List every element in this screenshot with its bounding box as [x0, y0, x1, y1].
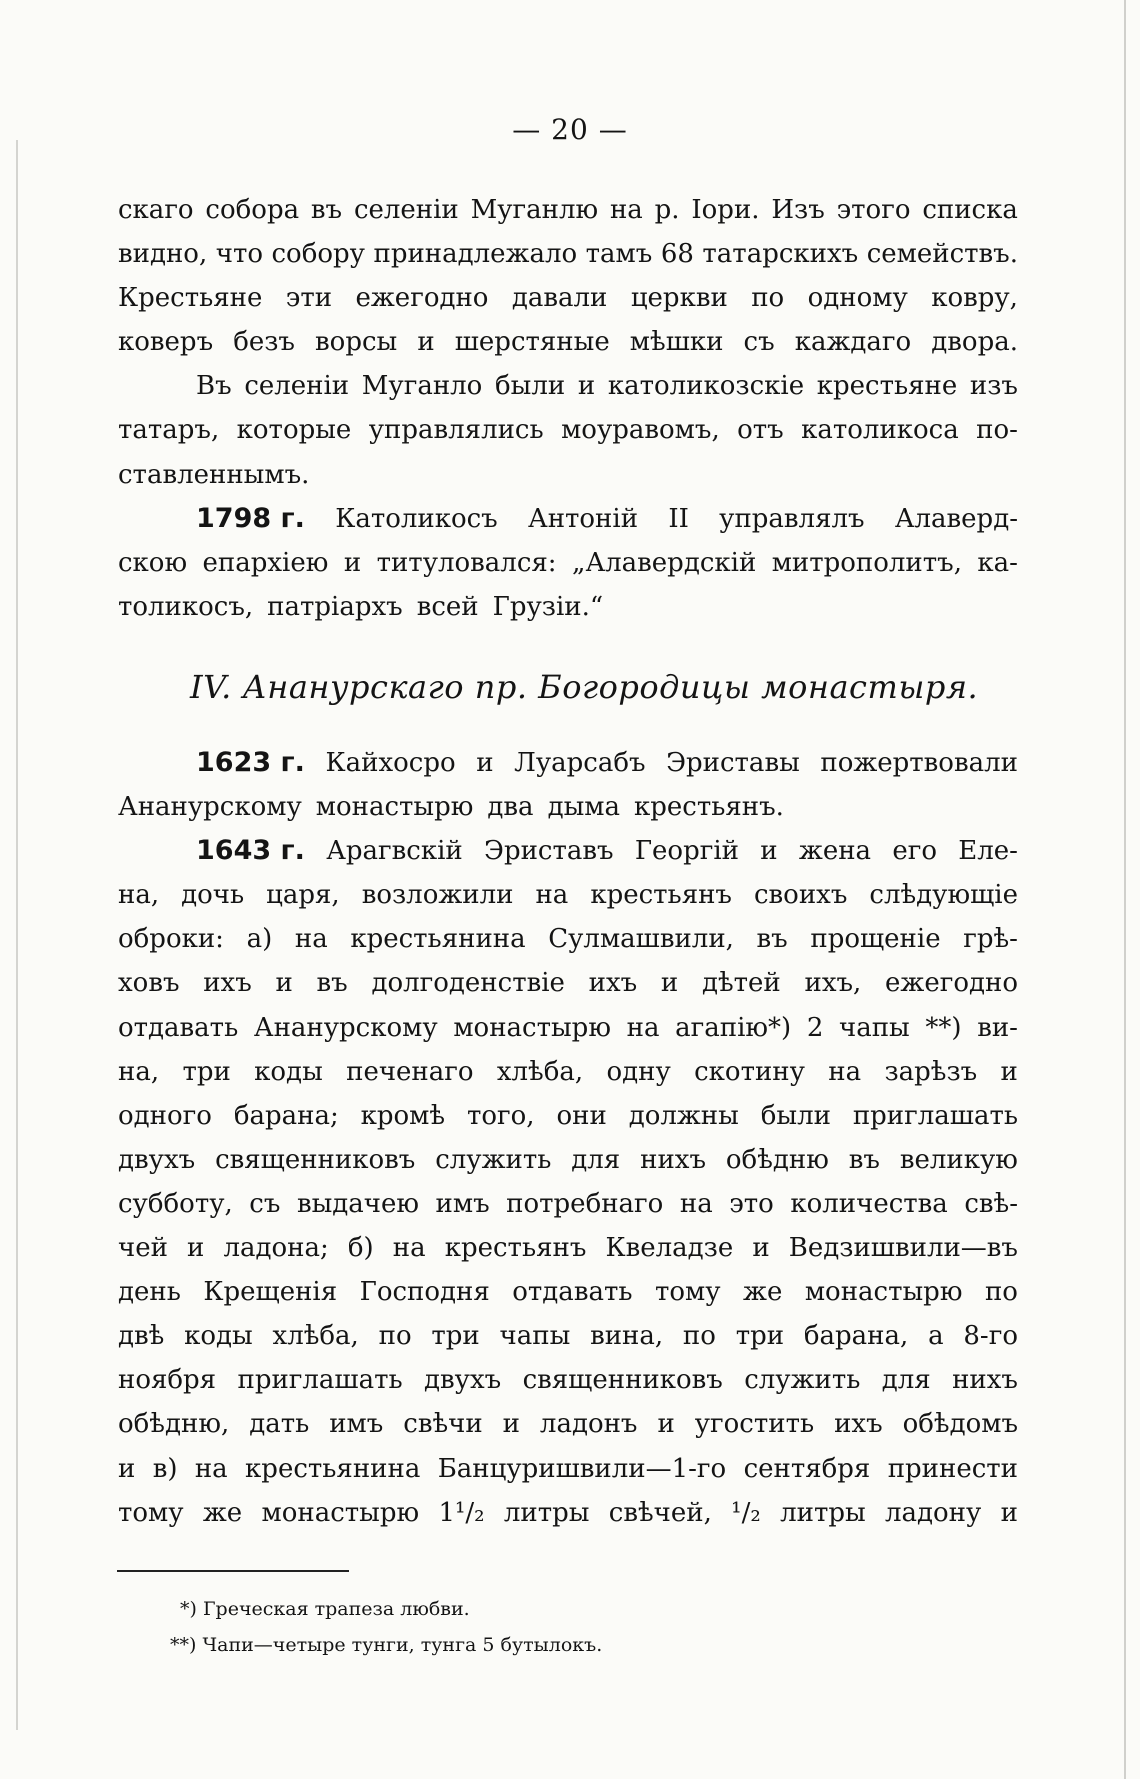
word: три: [431, 1321, 480, 1352]
word: по: [378, 1321, 412, 1352]
word: ковру,: [931, 283, 1018, 314]
word: патрiархъ: [267, 591, 403, 622]
text-line: [118, 453, 1018, 497]
word: же: [202, 1497, 243, 1528]
word: Арагвскiй: [326, 836, 463, 867]
word: въ: [316, 968, 348, 999]
word: великую: [899, 1144, 1018, 1175]
word: въ: [756, 924, 788, 955]
word: это: [729, 1188, 774, 1219]
word: чей: [118, 1233, 168, 1264]
word: Антонiй: [528, 503, 639, 534]
text-line: [118, 541, 1018, 585]
word: по: [751, 283, 785, 314]
word: ноября: [118, 1365, 217, 1396]
text-line: [118, 1402, 1018, 1446]
word: въ: [848, 1144, 880, 1175]
word: ставленнымъ.: [118, 459, 310, 490]
word: и: [660, 968, 679, 999]
word: Ананурскому: [253, 1012, 438, 1043]
word: агапiю*): [675, 1012, 792, 1043]
main-text-bottom: [118, 741, 1018, 1535]
word: ховъ: [118, 968, 180, 999]
word: на: [535, 880, 569, 911]
text-line: [118, 364, 1018, 408]
word: ладону: [884, 1497, 982, 1528]
word: имъ: [435, 1188, 490, 1219]
word: выдачею: [296, 1188, 419, 1219]
word: давали: [511, 283, 608, 314]
word: в): [152, 1453, 178, 1484]
word: ежегодно: [355, 283, 489, 314]
word: католикозскiе: [607, 371, 805, 402]
word: долгоденствiе: [371, 968, 565, 999]
word: монастырю: [315, 792, 474, 823]
word: по: [984, 1277, 1018, 1308]
word: татаръ,: [118, 415, 220, 446]
year-label: 1798 г.: [196, 502, 305, 534]
word: ворсы: [315, 327, 398, 358]
word: а): [246, 924, 273, 955]
word: каждаго: [794, 327, 912, 358]
section-heading: IV. Ананурскаго пр. Богородицы монастыря.: [190, 668, 979, 706]
text-line: [118, 1270, 1018, 1314]
word: Еле-: [958, 836, 1018, 867]
text-line: [118, 497, 1018, 541]
text-line: [118, 1050, 1018, 1094]
word: день: [118, 1277, 181, 1308]
word: были: [760, 1100, 831, 1131]
word: священниковъ: [215, 1144, 416, 1175]
word: Ананурскому: [118, 792, 302, 823]
word: по-: [976, 415, 1018, 446]
word: на: [294, 924, 328, 955]
word: собора: [205, 195, 300, 225]
text-line: [118, 1182, 1018, 1226]
word: слѣдующiе: [869, 880, 1018, 911]
word: и: [502, 1409, 520, 1440]
word: субботу,: [118, 1188, 233, 1219]
word: двора.: [931, 327, 1018, 358]
word: грѣ-: [963, 924, 1018, 955]
word: Эриставы: [666, 748, 800, 778]
word: печенаго: [346, 1056, 474, 1087]
text-line: [118, 408, 1018, 452]
word: ежегодно: [885, 968, 1018, 999]
word: должны: [628, 1100, 739, 1131]
word: безъ: [233, 327, 295, 358]
word: прощенiе: [810, 924, 941, 955]
word: нихъ: [640, 1144, 706, 1175]
word: отдавать: [118, 1012, 239, 1043]
word: что: [215, 239, 263, 270]
word: и: [275, 968, 293, 999]
word: толикосъ,: [118, 591, 254, 622]
word: коды: [254, 1056, 323, 1087]
word: крестьянъ.: [634, 792, 784, 823]
word: Муганлю: [470, 195, 599, 225]
year-label: 1643 г.: [196, 835, 305, 867]
word: епархiею: [202, 547, 329, 578]
word: чапы: [839, 1012, 910, 1043]
word: свѣчи: [403, 1409, 483, 1440]
word: шерстяные: [454, 327, 610, 358]
word: и: [760, 836, 778, 867]
word: б): [347, 1233, 374, 1264]
word: крестьянина: [350, 924, 526, 955]
word: Католикосъ: [335, 503, 498, 534]
word: двѣ: [118, 1321, 165, 1352]
scan-edge-left: [16, 140, 18, 1730]
word: **): [925, 1012, 962, 1043]
word: свѣ-: [964, 1188, 1018, 1219]
scan-edge-right: [1124, 0, 1126, 1779]
word: II: [668, 503, 689, 534]
word: потребнаго: [506, 1188, 664, 1219]
word: татарскихъ: [702, 239, 859, 270]
word: изъ: [969, 371, 1018, 402]
word: жена: [798, 836, 872, 867]
word: Алаверд-: [894, 503, 1018, 534]
word: священниковъ: [522, 1365, 723, 1396]
word: скаго: [118, 195, 194, 225]
word: принадлежало: [373, 239, 578, 270]
word: и: [577, 371, 596, 402]
word: Луарсабъ: [514, 748, 646, 778]
word: двухъ: [424, 1365, 502, 1396]
word: всей: [416, 591, 479, 622]
word: кромѣ: [360, 1100, 446, 1131]
text-line: [118, 1226, 1018, 1270]
word: эти: [285, 283, 333, 314]
word: имъ: [329, 1409, 384, 1440]
word: Iори.: [691, 195, 760, 225]
word: обѣдню: [725, 1144, 829, 1175]
word: 1¹/₂: [438, 1497, 485, 1528]
word: монастырю: [804, 1277, 963, 1308]
word: этого: [836, 195, 911, 225]
word: съ: [743, 327, 775, 358]
word: обѣдню,: [118, 1409, 230, 1440]
footnotes: [170, 1591, 603, 1663]
word: царя,: [266, 880, 340, 911]
word: управлялись: [368, 415, 544, 446]
word: и: [752, 1233, 770, 1264]
word: Ведзишвили—въ: [788, 1233, 1018, 1264]
word: зарѣзъ: [884, 1056, 978, 1087]
word: и: [417, 327, 435, 358]
word: селенiи: [244, 371, 350, 402]
word: его: [892, 836, 937, 867]
text-line: [118, 320, 1018, 364]
word: дыма: [547, 792, 620, 823]
text-line: [118, 1358, 1018, 1402]
word: хлѣба,: [496, 1056, 584, 1087]
word: крестьянъ: [590, 880, 732, 911]
text-line: [118, 1447, 1018, 1491]
word: списка: [922, 195, 1018, 225]
word: съ: [249, 1188, 281, 1219]
word: управлялъ: [719, 503, 865, 534]
word: ихъ: [203, 968, 252, 999]
word: возложили: [361, 880, 514, 911]
word: на,: [118, 1056, 160, 1087]
word: же: [743, 1277, 783, 1308]
word: отъ: [737, 415, 784, 446]
word: крестьянъ: [444, 1233, 587, 1264]
word: крестьянина: [245, 1453, 421, 1484]
word: количества: [790, 1188, 948, 1219]
word: вина,: [590, 1321, 664, 1352]
word: митрополитъ,: [771, 547, 962, 578]
word: ви-: [977, 1012, 1018, 1043]
word: на: [392, 1233, 426, 1264]
word: барана;: [233, 1100, 339, 1131]
word: того,: [466, 1100, 535, 1131]
word: два: [487, 792, 534, 823]
word: 68: [660, 239, 694, 270]
word: Крестьяне: [118, 283, 263, 314]
word: ихъ: [588, 968, 638, 999]
word: Господня: [359, 1277, 490, 1308]
word: монастырю: [453, 1012, 611, 1043]
word: Кайхосро: [325, 748, 456, 778]
text-line: [118, 873, 1018, 917]
word: ихъ,: [804, 968, 862, 999]
word: крестьяне: [816, 371, 958, 402]
text-line: [118, 829, 1018, 873]
word: и: [1000, 1056, 1018, 1087]
word: тому: [118, 1497, 184, 1528]
text-line: [118, 585, 1018, 629]
word: обѣдомъ: [902, 1409, 1018, 1440]
word: которые: [236, 415, 352, 446]
word: 8-го: [963, 1321, 1018, 1352]
word: дѣтей: [701, 968, 781, 999]
word: 2: [806, 1012, 824, 1043]
word: и: [343, 547, 362, 578]
word: титуловался:: [376, 547, 557, 578]
word: на: [194, 1453, 228, 1484]
word: чапы: [499, 1321, 571, 1352]
word: ладона;: [223, 1233, 329, 1264]
text-line: [118, 1491, 1018, 1535]
word: и: [118, 1453, 136, 1484]
footnote-separator: [117, 1570, 349, 1572]
word: по: [682, 1321, 716, 1352]
word: приглашать: [237, 1365, 403, 1396]
word: приглашать: [852, 1100, 1018, 1131]
word: принести: [887, 1453, 1018, 1484]
word: литры: [503, 1497, 590, 1528]
word: собору: [271, 239, 365, 270]
word: литры: [780, 1497, 866, 1528]
word: хлѣба,: [272, 1321, 359, 1352]
word: Муганло: [361, 371, 483, 402]
word: для: [571, 1144, 621, 1175]
word: свѣчей,: [608, 1497, 712, 1528]
word: Банцуришвили—1-го: [437, 1453, 727, 1484]
word: сентября: [743, 1453, 871, 1484]
word: и: [476, 748, 494, 778]
word: Квеладзе: [605, 1233, 734, 1264]
word: дочь: [181, 880, 245, 911]
word: Сулмашвили,: [548, 924, 734, 955]
word: пожертвовали: [820, 748, 1018, 778]
word: Изъ: [771, 195, 825, 225]
word: на: [679, 1188, 713, 1219]
footnote-2: **) Чапи—четыре тунги, тунга 5 бутылокъ.: [170, 1634, 603, 1656]
word: ладонъ: [539, 1409, 638, 1440]
word: въ: [310, 195, 343, 225]
year-label: 1623 г.: [196, 747, 305, 778]
word: три: [182, 1056, 231, 1087]
footnote-1: *) Греческая трапеза любви.: [180, 1598, 470, 1620]
text-line: [118, 741, 1018, 785]
word: три: [735, 1321, 785, 1352]
word: угостить: [694, 1409, 815, 1440]
word: служить: [435, 1144, 552, 1175]
word: оброки:: [118, 924, 224, 955]
word: моуравомъ,: [561, 415, 720, 446]
word: тамъ: [585, 239, 653, 270]
word: были: [495, 371, 566, 402]
text-line: [118, 276, 1018, 320]
word: коды: [184, 1321, 253, 1352]
word: ихъ: [834, 1409, 883, 1440]
text-line: [118, 785, 1018, 829]
word: Эриставъ: [484, 836, 614, 867]
word: барана,: [803, 1321, 909, 1352]
word: на: [609, 195, 643, 225]
word: на,: [118, 880, 160, 911]
word: дать: [249, 1409, 310, 1440]
word: а: [928, 1321, 944, 1352]
word: р.: [654, 195, 680, 225]
word: они: [556, 1100, 607, 1131]
word: отдавать: [512, 1277, 633, 1308]
text-line: [118, 1006, 1018, 1050]
main-text-top: [118, 188, 1018, 629]
word: одну: [606, 1056, 671, 1087]
word: ¹/₂: [731, 1497, 761, 1528]
word: одного: [118, 1100, 212, 1131]
word: Въ: [196, 371, 232, 402]
word: мѣшки: [629, 327, 724, 358]
word: одному: [807, 283, 908, 314]
text-line: [118, 188, 1018, 232]
text-line: [118, 1138, 1018, 1182]
word: на: [626, 1012, 660, 1043]
word: для: [881, 1365, 931, 1396]
text-line: [118, 232, 1018, 276]
word: на: [828, 1056, 862, 1087]
word: Грузiи.“: [492, 591, 604, 622]
word: и: [1000, 1497, 1018, 1528]
word: нихъ: [952, 1365, 1018, 1396]
word: церкви: [630, 283, 728, 314]
word: „Алавердскiй: [571, 547, 757, 578]
word: видно,: [118, 239, 208, 270]
text-line: [118, 1094, 1018, 1138]
text-line: [118, 1314, 1018, 1358]
word: католикоса: [801, 415, 959, 446]
word: коверъ: [118, 327, 214, 358]
word: монастырю: [261, 1497, 420, 1528]
word: селенiи: [353, 195, 459, 225]
word: семействъ.: [866, 239, 1018, 270]
word: скотину: [694, 1056, 805, 1087]
word: и: [657, 1409, 675, 1440]
word: тому: [654, 1277, 721, 1308]
text-line: [118, 917, 1018, 961]
word: ка-: [977, 547, 1018, 578]
word: и: [187, 1233, 205, 1264]
word: своихъ: [753, 880, 848, 911]
word: Георгiй: [634, 836, 739, 867]
text-line: [118, 961, 1018, 1005]
word: скою: [118, 547, 188, 578]
word: служить: [744, 1365, 861, 1396]
word: Крещенiя: [203, 1277, 338, 1308]
word: двухъ: [118, 1144, 196, 1175]
page-number: — 20 —: [512, 113, 628, 146]
